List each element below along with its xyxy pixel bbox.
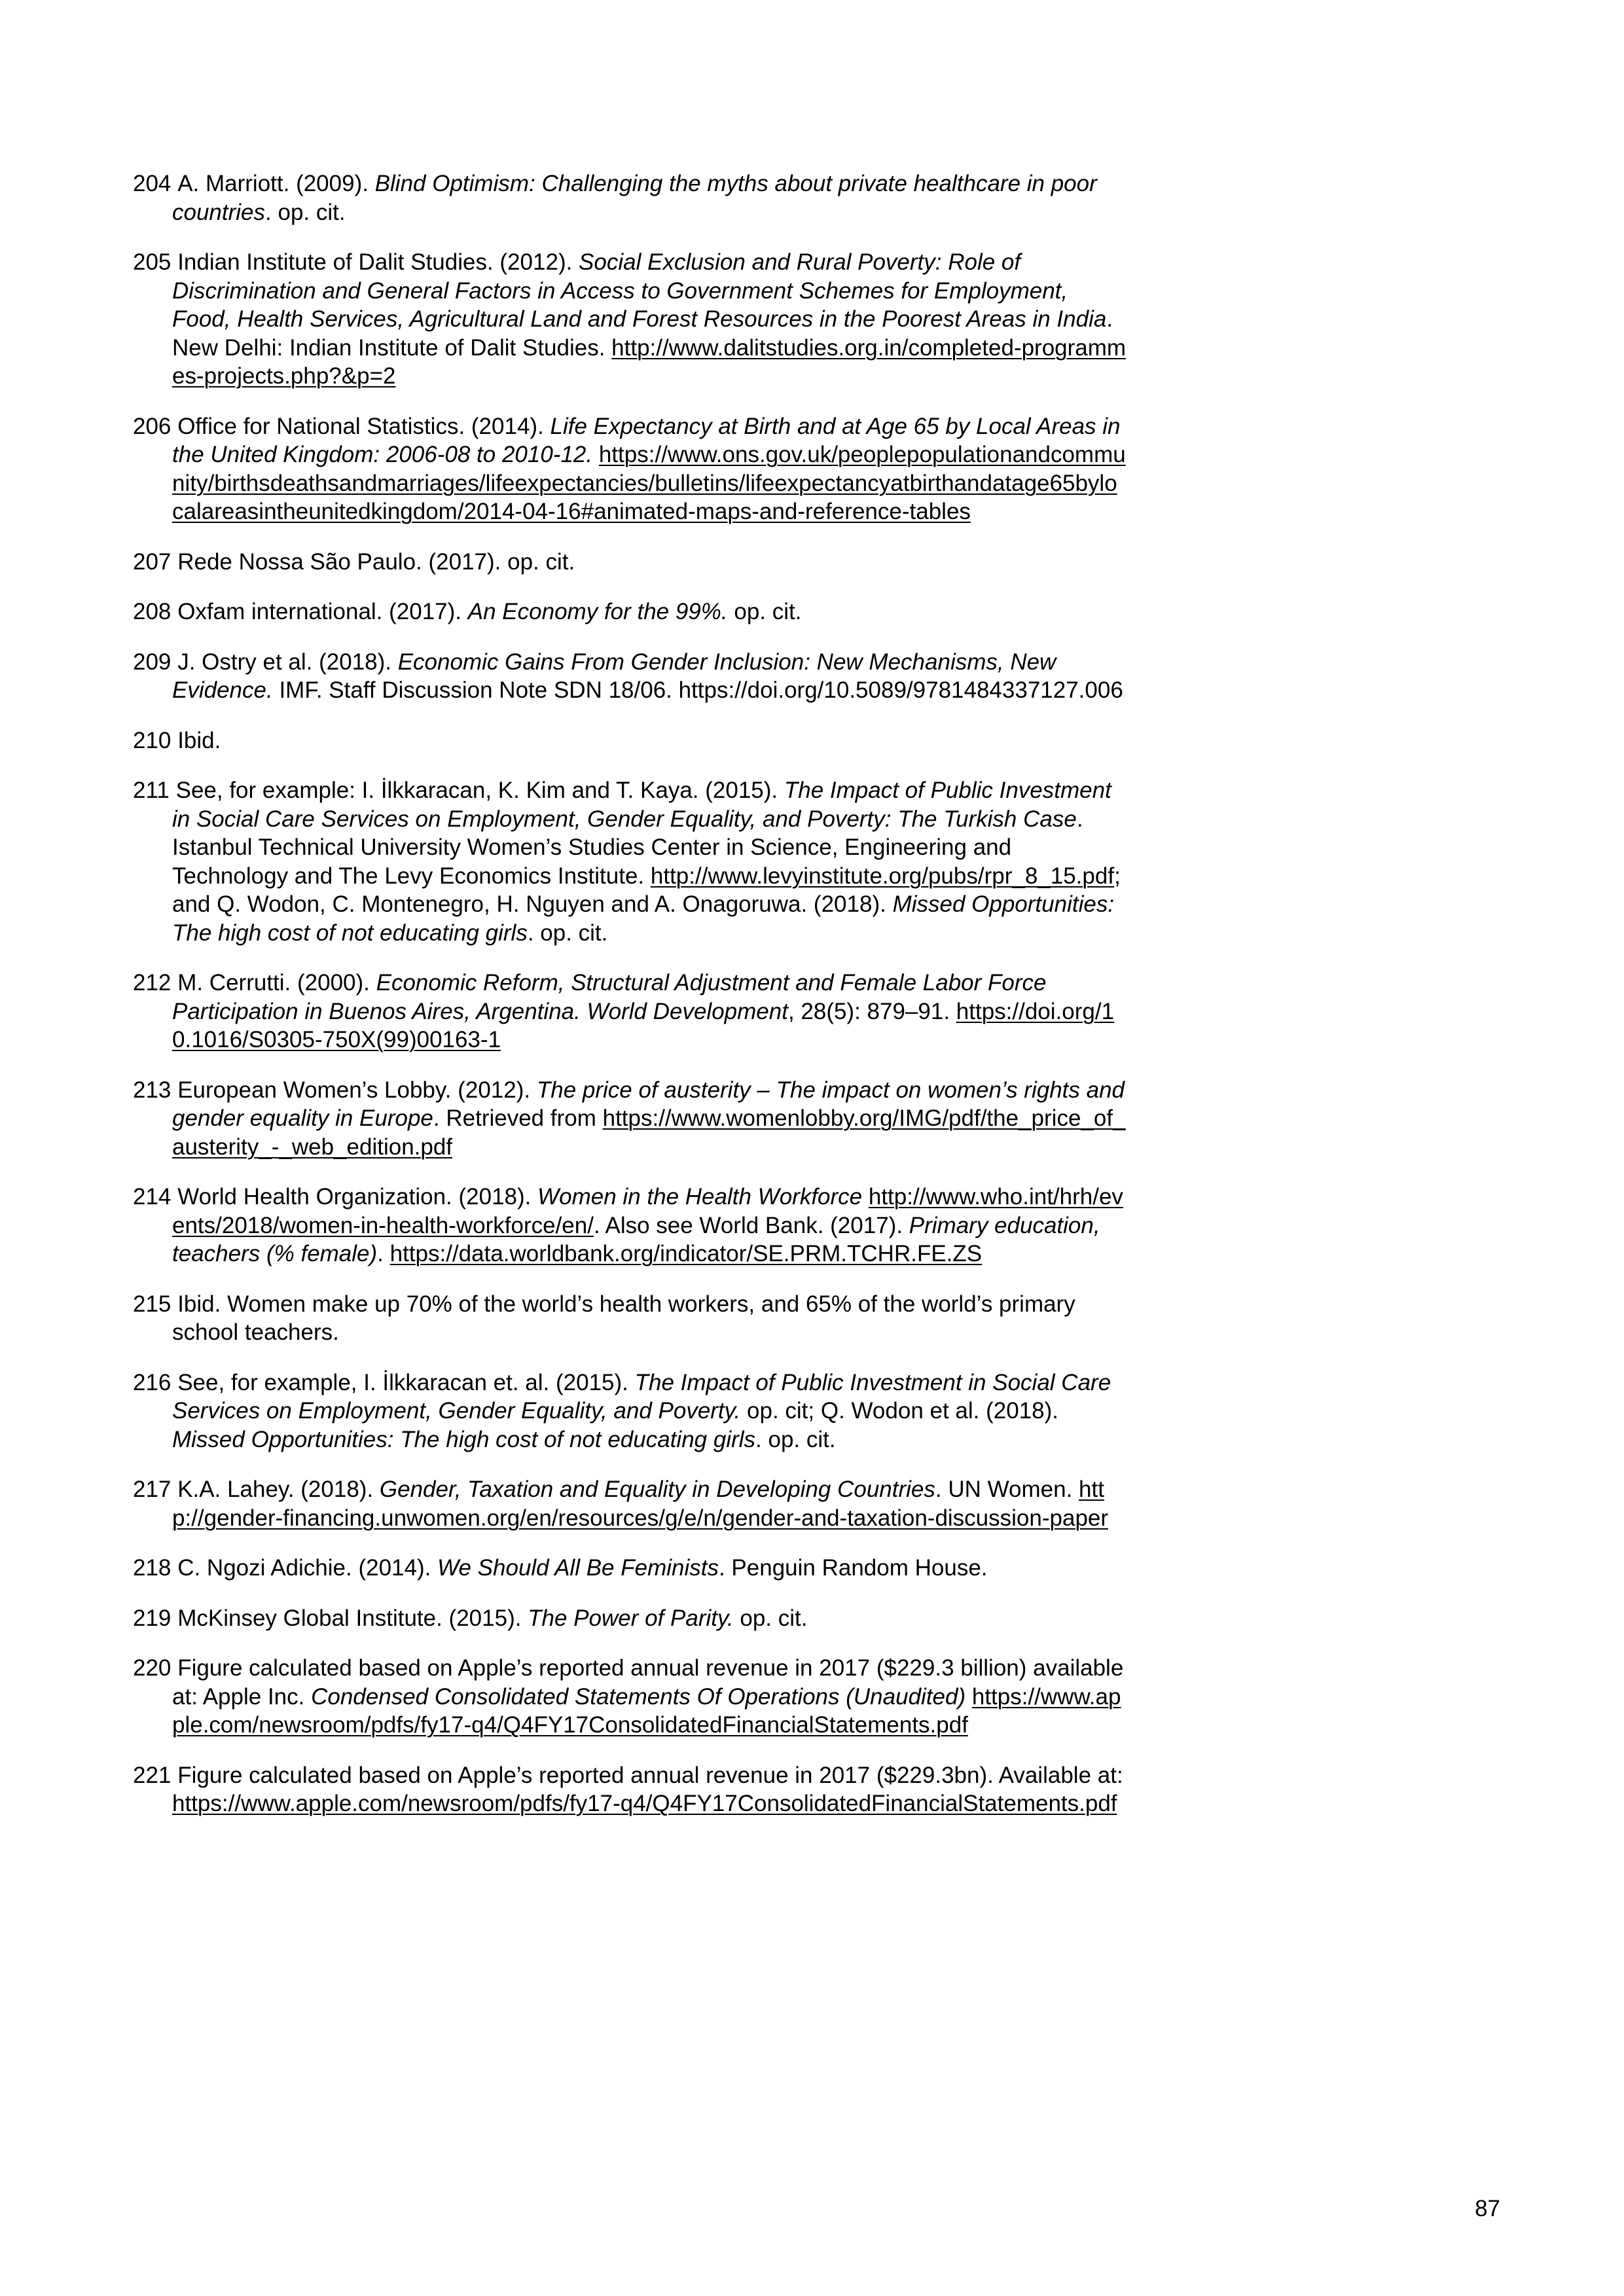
endnote-205 xyxy=(133,248,1128,391)
endnote-220 xyxy=(133,1654,1128,1740)
endnote-text: Ibid. xyxy=(177,727,221,753)
endnote-number: 209 xyxy=(133,649,171,675)
endnote-number: 216 xyxy=(133,1369,171,1395)
endnote-text: See, for example: I. İlkkaracan, K. Kim and T. Kaya. (2015). xyxy=(175,778,784,803)
endnote-title: An Economy for the 99%. xyxy=(467,599,728,624)
endnote-title: We Should All Be Feminists xyxy=(437,1555,719,1581)
endnote-206 xyxy=(133,412,1128,526)
endnote-number: 206 xyxy=(133,413,171,439)
endnote-text: World Health Organization. (2018). xyxy=(177,1184,538,1210)
endnote-text: , 28(5): 879–91. xyxy=(787,998,956,1024)
endnote-number: 204 xyxy=(133,171,171,196)
endnote-link[interactable]: http://www.who.int/hrh/events/2018/women-in-health-workforce/en/ xyxy=(172,1184,1123,1238)
endnote-text: J. Ostry et al. (2018). xyxy=(177,649,398,675)
endnote-text: op. cit; Q. Wodon et al. (2018). xyxy=(740,1398,1059,1424)
endnote-title: The Impact of Public Investment in Social Care Services on Employment, Gender Equality, and Poverty: The Turkish Case xyxy=(172,778,1111,832)
endnote-text: . UN Women. xyxy=(935,1477,1079,1502)
endnote-text: . op. cit. xyxy=(755,1426,836,1452)
endnote-number: 214 xyxy=(133,1184,171,1210)
endnote-title: Missed Opportunities: The high cost of not educating girls xyxy=(172,1426,756,1452)
endnote-text: . Penguin Random House. xyxy=(718,1555,988,1581)
endnote-text: Figure calculated based on Apple’s reported annual revenue in 2017 ($229.3bn). Available at: xyxy=(177,1762,1123,1788)
endnote-number: 219 xyxy=(133,1605,171,1631)
endnote-link[interactable]: https://www.apple.com/newsroom/pdfs/fy17-q4/Q4FY17ConsolidatedFinancialStatements.pdf xyxy=(172,1791,1117,1816)
endnote-text xyxy=(965,1684,972,1710)
endnote-text: European Women’s Lobby. (2012). xyxy=(177,1077,537,1103)
endnote-text: IMF. Staff Discussion Note SDN 18/06. https://doi.org/10.5089/9781484337127.006 xyxy=(272,677,1123,703)
endnotes-list xyxy=(133,170,1128,1840)
endnote-210 xyxy=(133,726,1128,755)
endnote-title: Gender, Taxation and Equality in Developing Countries xyxy=(379,1477,935,1502)
endnote-text: See, for example, I. İlkkaracan et. al. (2015). xyxy=(177,1369,635,1395)
endnote-215 xyxy=(133,1290,1128,1347)
endnote-text: op. cit. xyxy=(727,599,802,624)
endnote-text: Ibid. Women make up 70% of the world’s health workers, and 65% of the world’s primary school teachers. xyxy=(172,1291,1075,1345)
endnote-number: 212 xyxy=(133,970,171,996)
endnote-text: . New Delhi: Indian Institute of Dalit Studies. xyxy=(172,306,1113,361)
endnote-title: Economic Gains From Gender Inclusion: New Mechanisms, New Evidence. xyxy=(172,649,1056,703)
endnote-text: Figure calculated based on Apple’s reported annual revenue in 2017 ($229.3 billion) available at: Apple Inc. xyxy=(172,1655,1124,1710)
endnote-text: K.A. Lahey. (2018). xyxy=(177,1477,380,1502)
endnote-title: Missed Opportunities: The high cost of not educating girls xyxy=(172,891,1115,946)
endnote-text: . op. cit. xyxy=(265,199,346,225)
endnote-title: Life Expectancy at Birth and at Age 65 by Local Areas in the United Kingdom: 2006-08 to 2010-12. xyxy=(172,413,1121,467)
endnote-text: . xyxy=(377,1241,390,1266)
endnote-text: Oxfam international. (2017). xyxy=(177,599,468,624)
endnote-text: McKinsey Global Institute. (2015). xyxy=(177,1605,528,1631)
endnote-number: 205 xyxy=(133,249,171,275)
endnote-title: Condensed Consolidated Statements Of Operations (Unaudited) xyxy=(311,1683,966,1710)
endnote-text: Rede Nossa São Paulo. (2017). op. cit. xyxy=(177,548,575,575)
endnote-221 xyxy=(133,1761,1128,1818)
endnote-218 xyxy=(133,1554,1128,1583)
endnote-link[interactable]: http://www.dalitstudies.org.in/completed-programmes-projects.php?&p=2 xyxy=(172,334,1127,389)
endnote-number: 207 xyxy=(133,548,171,575)
endnote-link[interactable]: https://www.ons.gov.uk/peoplepopulationandcommunity/birthsdeathsandmarriages/lifeexpectancies/bulletins/lifeexpectancyatbirthandatage65bylocalareasintheunitedkingdom/2014-04-16#animated-maps-and-reference-tables xyxy=(172,442,1126,524)
endnote-title: Women in the Health Workforce xyxy=(537,1184,863,1210)
endnote-text: . op. cit. xyxy=(527,920,608,946)
endnote-text: A. Marriott. (2009). xyxy=(177,171,375,196)
endnote-208 xyxy=(133,598,1128,626)
endnote-text: . Istanbul Technical University Women’s Studies Center in Science, Engineering and Technology and The Levy Economics Institute. xyxy=(172,806,1083,889)
endnote-text: op. cit. xyxy=(733,1605,808,1631)
endnote-text xyxy=(592,442,599,467)
endnote-link[interactable]: https://www.apple.com/newsroom/pdfs/fy17-q4/Q4FY17ConsolidatedFinancialStatements.pdf xyxy=(172,1683,1121,1738)
endnote-211 xyxy=(133,776,1128,947)
page-number: 87 xyxy=(1475,2196,1500,2221)
endnote-link[interactable]: http://gender-financing.unwomen.org/en/resources/g/e/n/gender-and-taxation-discussion-paper xyxy=(172,1477,1109,1531)
endnote-link[interactable]: https://www.womenlobby.org/IMG/pdf/the_price_of_austerity_-_web_edition.pdf xyxy=(172,1105,1126,1160)
endnote-219 xyxy=(133,1604,1128,1633)
endnote-207 xyxy=(133,548,1128,577)
endnote-214 xyxy=(133,1183,1128,1268)
endnote-217 xyxy=(133,1475,1128,1532)
endnote-link[interactable]: http://www.levyinstitute.org/pubs/rpr_8_15.pdf xyxy=(650,863,1115,889)
endnote-title: The Power of Parity. xyxy=(528,1605,734,1631)
endnote-title: The price of austerity – The impact on women’s rights and gender equality in Europe xyxy=(172,1077,1125,1131)
endnote-text: C. Ngozi Adichie. (2014). xyxy=(177,1555,438,1581)
endnote-204 xyxy=(133,170,1128,226)
endnote-number: 217 xyxy=(133,1477,171,1502)
endnote-text: M. Cerrutti. (2000). xyxy=(177,970,376,996)
endnote-link[interactable]: https://data.worldbank.org/indicator/SE.PRM.TCHR.FE.ZS xyxy=(389,1241,983,1266)
endnote-link[interactable]: https://doi.org/10.1016/S0305-750X(99)00163-1 xyxy=(172,998,1115,1052)
endnote-text: . Retrieved from xyxy=(433,1105,603,1131)
endnote-title: The Impact of Public Investment in Social Care Services on Employment, Gender Equality, and Poverty. xyxy=(172,1369,1111,1424)
endnote-213 xyxy=(133,1076,1128,1162)
endnote-212 xyxy=(133,969,1128,1054)
endnote-number: 208 xyxy=(133,599,171,624)
endnote-title: Economic Reform, Structural Adjustment and Female Labor Force Participation in Buenos Aires, Argentina. World Development xyxy=(172,970,1047,1024)
endnote-number: 220 xyxy=(133,1655,171,1681)
endnote-text xyxy=(862,1184,869,1210)
endnote-title: Blind Optimism: Challenging the myths about private healthcare in poor countries xyxy=(172,171,1097,225)
endnote-216 xyxy=(133,1369,1128,1454)
endnote-title: Social Exclusion and Rural Poverty: Role of Discrimination and General Factors in Access to Government Schemes for Employment, Food, Health Services, Agricultural Land and Forest Resources in the Poorest Areas in India xyxy=(172,249,1107,332)
endnote-209 xyxy=(133,648,1128,705)
endnote-text: Indian Institute of Dalit Studies. (2012). xyxy=(177,249,579,275)
endnote-title: Primary education, teachers (% female) xyxy=(172,1212,1100,1266)
endnote-number: 210 xyxy=(133,727,171,753)
endnote-number: 213 xyxy=(133,1077,171,1103)
endnote-number: 221 xyxy=(133,1762,171,1788)
endnote-text: Office for National Statistics. (2014). xyxy=(177,413,550,439)
endnote-text: . Also see World Bank. (2017). xyxy=(593,1212,909,1238)
endnote-number: 218 xyxy=(133,1555,171,1581)
endnote-number: 215 xyxy=(133,1291,171,1317)
endnote-text: ; and Q. Wodon, C. Montenegro, H. Nguyen and A. Onagoruwa. (2018). xyxy=(172,863,1121,917)
endnote-number: 211 xyxy=(133,778,170,803)
